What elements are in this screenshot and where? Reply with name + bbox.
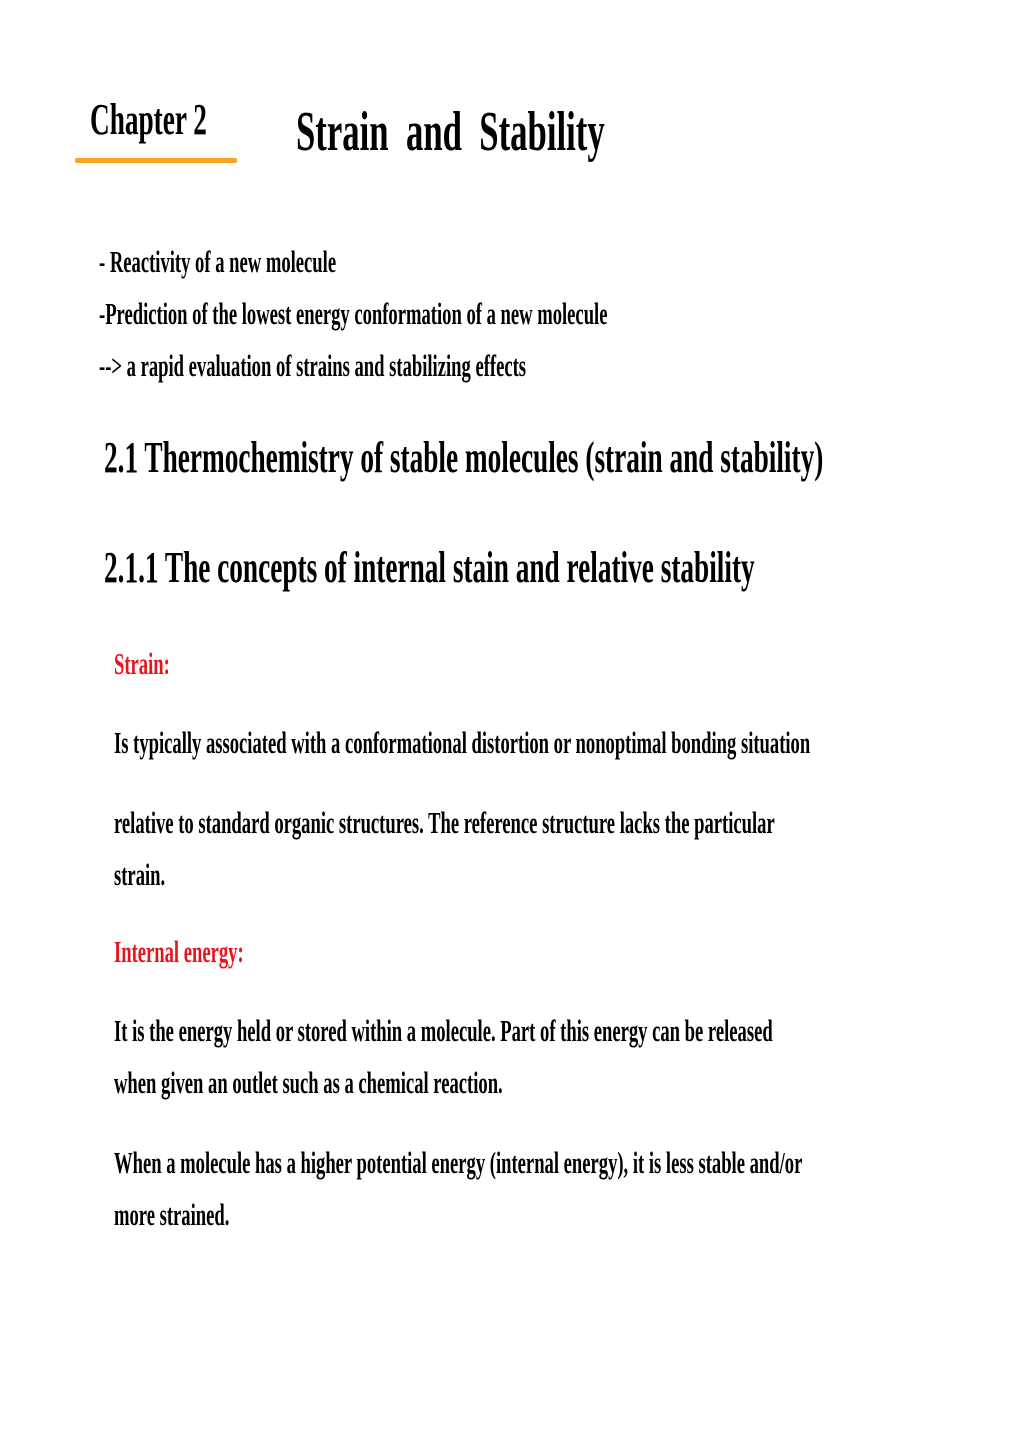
intro-bullet: - Reactivity of a new molecule — [99, 244, 337, 279]
strain-definition-line: strain. — [114, 857, 166, 892]
internal-energy-paragraph-line: when given an outlet such as a chemical reaction. — [114, 1065, 503, 1100]
stability-statement-line: more strained. — [114, 1197, 230, 1232]
section-heading: 2.1 Thermochemistry of stable molecules (strain and stability) — [104, 433, 824, 482]
chapter-label: Chapter 2 — [90, 95, 207, 144]
intro-bullet: --> a rapid evaluation of strains and stabilizing effects — [99, 348, 527, 383]
stability-statement-line: When a molecule has a higher potential energy (internal energy), it is less stable and/or — [114, 1145, 803, 1180]
subsection-heading: 2.1.1 The concepts of internal stain and relative stability — [104, 543, 755, 592]
internal-energy-term: Internal energy: — [114, 934, 244, 969]
strain-definition-line: Is typically associated with a conformational distortion or nonoptimal bonding situation — [114, 725, 811, 760]
strain-definition-line: relative to standard organic structures. The reference structure lacks the particular — [114, 805, 775, 840]
page-title: Strain and Stability — [296, 101, 605, 163]
intro-bullet: -Prediction of the lowest energy conformation of a new molecule — [99, 296, 608, 331]
strain-term: Strain: — [114, 646, 170, 681]
chapter-underline — [75, 158, 237, 163]
intro-bullet-list — [99, 236, 946, 392]
internal-energy-paragraph-line: It is the energy held or stored within a molecule. Part of this energy can be released — [114, 1013, 773, 1048]
